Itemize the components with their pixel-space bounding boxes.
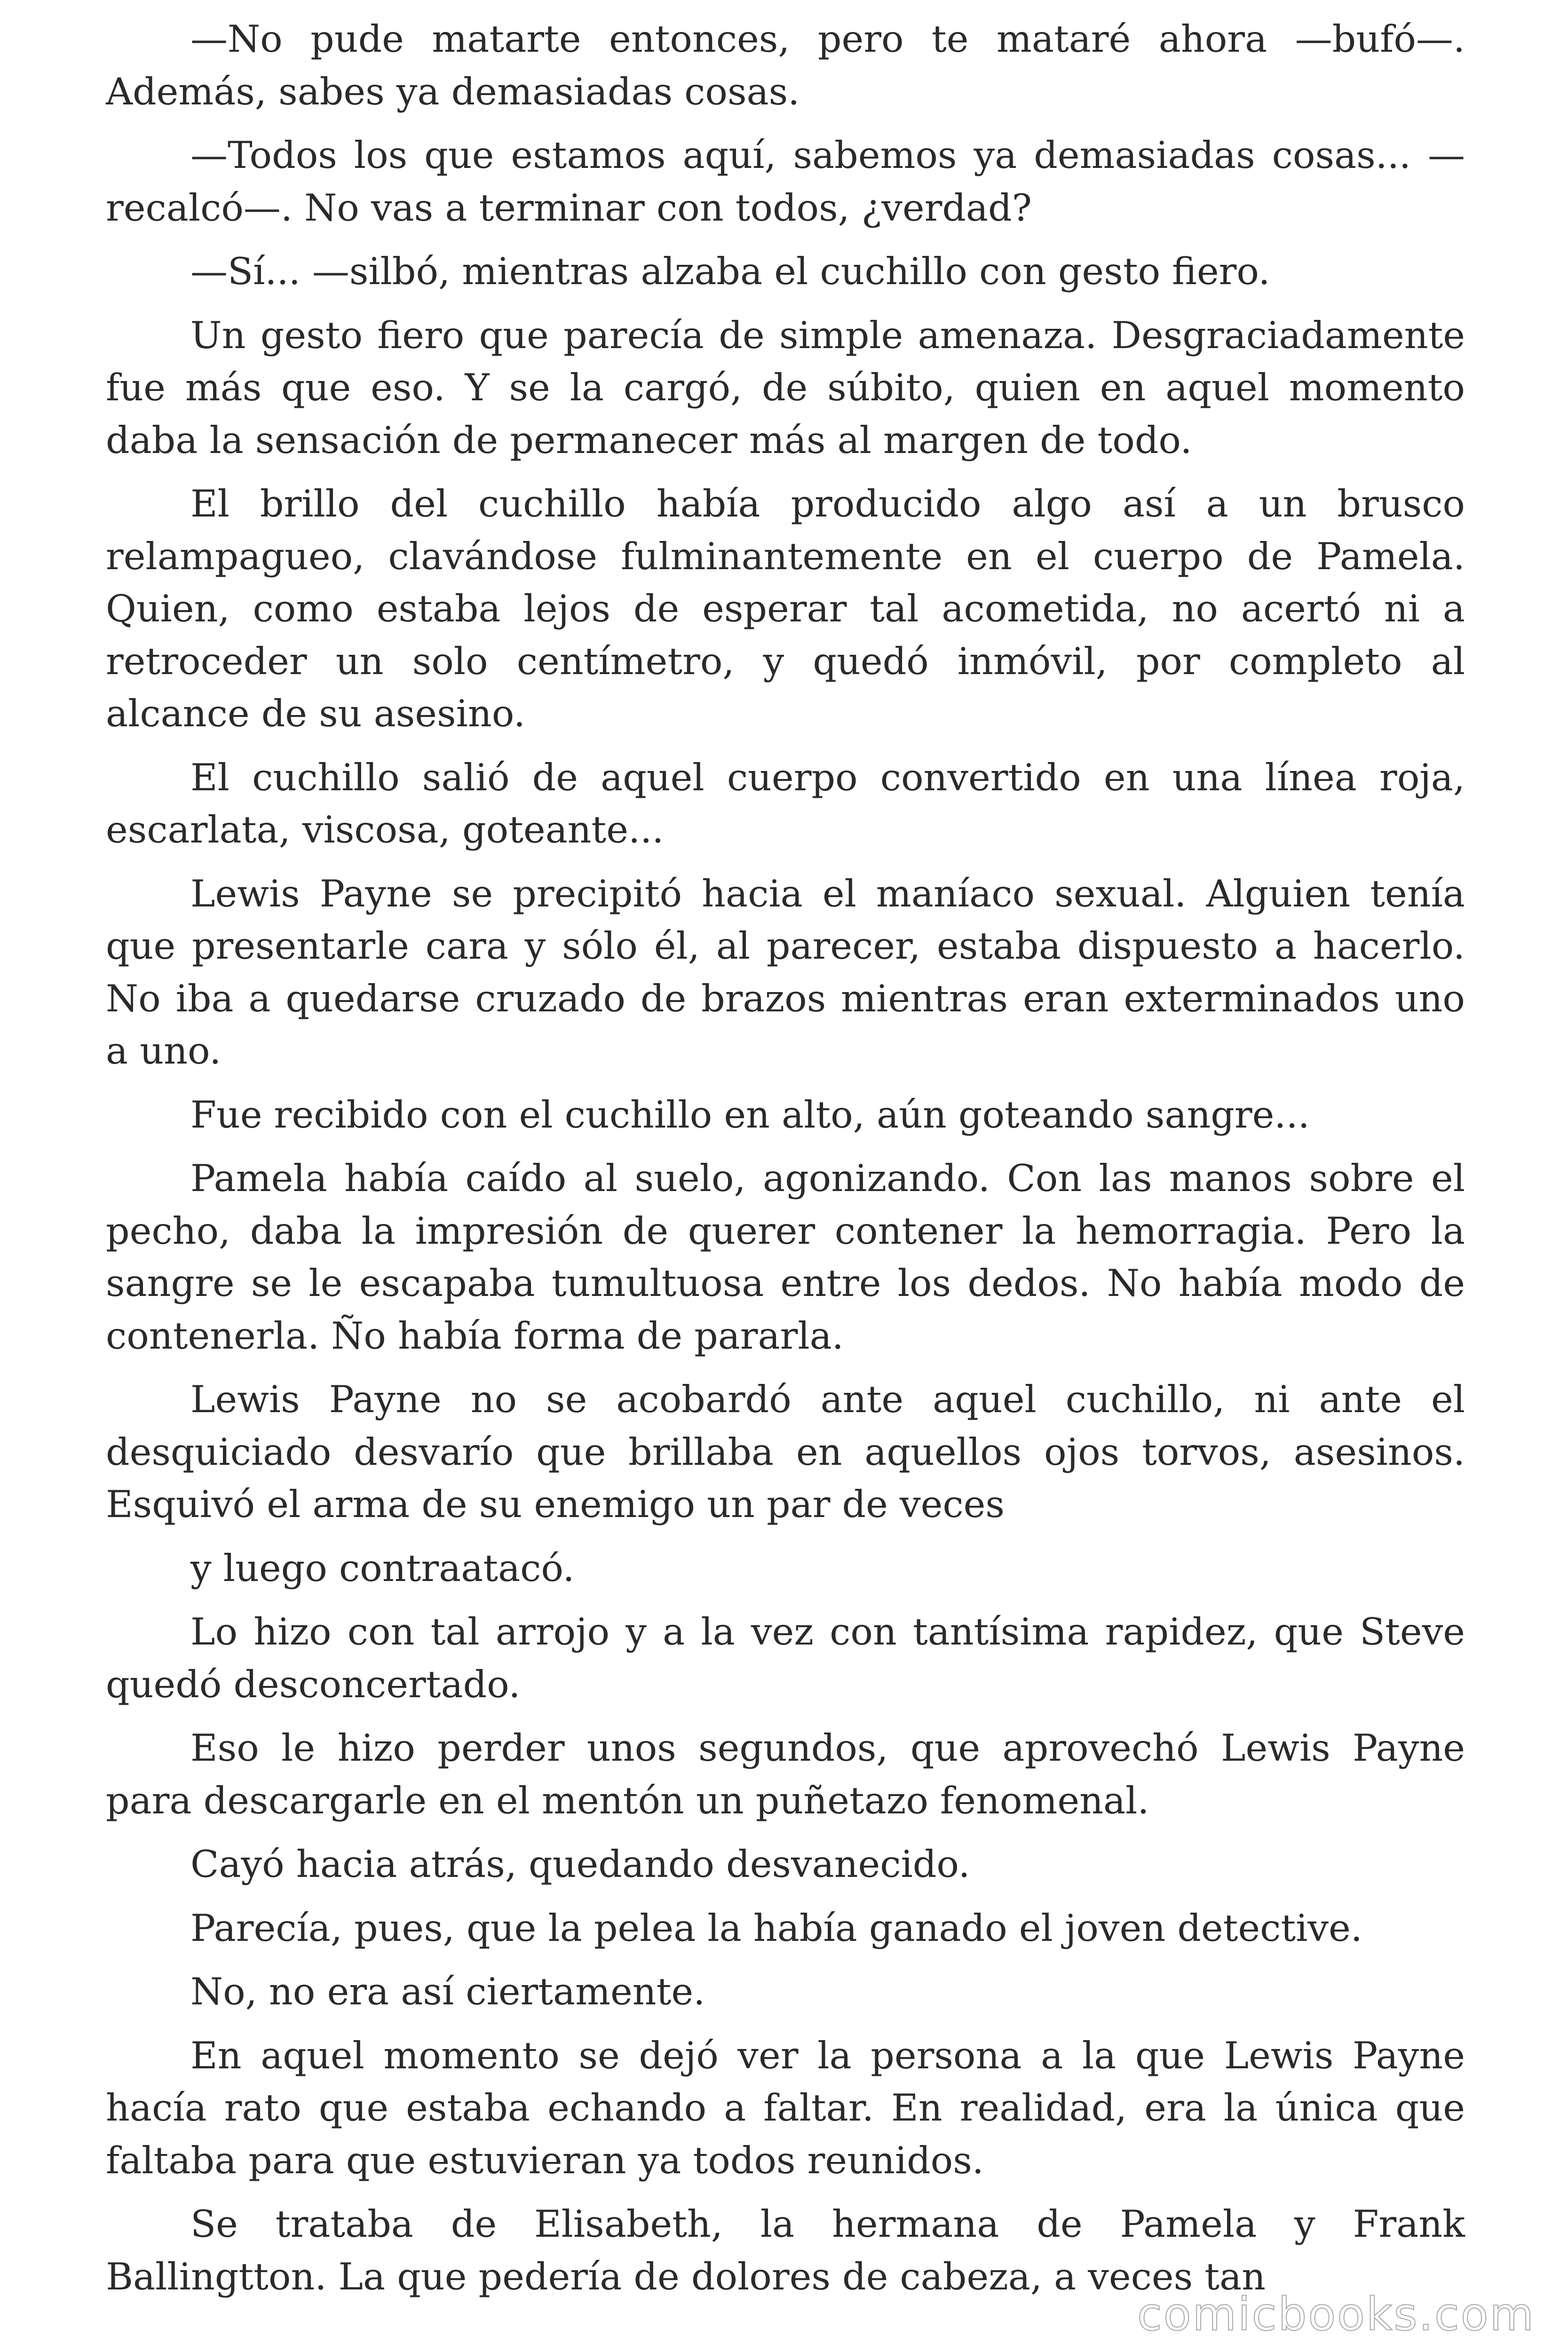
- paragraph-6: El cuchillo salió de aquel cuerpo convertido en una línea roja, escarlata, viscosa, goteante...: [106, 755, 1465, 851]
- paragraph-2: —Todos los que estamos aquí, sabemos ya demasiadas cosas... —recalcó—. No vas a terminar con todos, ¿verdad?: [106, 134, 1465, 230]
- watermark: comicbooks.com: [1137, 2288, 1535, 2341]
- paragraph-12: Lo hizo con tal arrojo y a la vez con tantísima rapidez, que Steve quedó desconcertado.: [106, 1610, 1465, 1706]
- paragraph-5: El brillo del cuchillo había producido algo así a un brusco relampagueo, clavándose fulminantemente en el cuerpo de Pamela. Quien, como estaba lejos de esperar tal acometida, no acertó ni a retroceder un solo centímetro, y quedó inmóvil, por completo al alcance de su asesino.: [106, 482, 1465, 735]
- paragraph-13: Eso le hizo perder unos segundos, que aprovechó Lewis Payne para descargarle en el mentón un puñetazo fenomenal.: [106, 1726, 1465, 1822]
- paragraph-14: Cayó hacia atrás, quedando desvanecido.: [190, 1843, 970, 1886]
- paragraph-17: En aquel momento se dejó ver la persona a la que Lewis Payne hacía rato que estaba echando a faltar. En realidad, era la única que faltaba para que estuvieran ya todos reunidos.: [106, 2034, 1465, 2182]
- paragraph-4: Un gesto fiero que parecía de simple amenaza. Desgraciadamente fue más que eso. Y se la cargó, de súbito, quien en aquel momento daba la sensación de permanecer más al margen de todo.: [106, 313, 1465, 462]
- paragraph-9: Pamela había caído al suelo, agonizando. Con las manos sobre el pecho, daba la impresión de querer contener la hemorragia. Pero la sangre se le escapaba tumultuosa entre los dedos. No había modo de contenerla. Ño había forma de pararla.: [106, 1157, 1465, 1358]
- paragraph-7: Lewis Payne se precipitó hacia el maníaco sexual. Alguien tenía que presentarle cara y sólo él, al parecer, estaba dispuesto a hacerlo. No iba a quedarse cruzado de brazos mientras eran exterminados uno a uno.: [106, 872, 1465, 1073]
- paragraph-16: No, no era así ciertamente.: [190, 1970, 705, 2013]
- paragraph-8: Fue recibido con el cuchillo en alto, aún goteando sangre...: [190, 1093, 1310, 1136]
- paragraph-11: y luego contraatacó.: [190, 1546, 575, 1590]
- body-text: [106, 13, 1465, 2314]
- paragraph-18: Se trataba de Elisabeth, la hermana de Pamela y Frank Ballingtton. La que pedería de dolores de cabeza, a veces tan: [106, 2202, 1465, 2298]
- paragraph-10: Lewis Payne no se acobardó ante aquel cuchillo, ni ante el desquiciado desvarío que brillaba en aquellos ojos torvos, asesinos. Esquivó el arma de su enemigo un par de veces: [106, 1378, 1465, 1526]
- paragraph-1: —No pude matarte entonces, pero te mataré ahora —bufó—. Además, sabes ya demasiadas cosas.: [106, 17, 1465, 113]
- paragraph-3: —Sí... —silbó, mientras alzaba el cuchillo con gesto fiero.: [190, 250, 1270, 293]
- paragraph-15: Parecía, pues, que la pelea la había ganado el joven detective.: [190, 1906, 1362, 1950]
